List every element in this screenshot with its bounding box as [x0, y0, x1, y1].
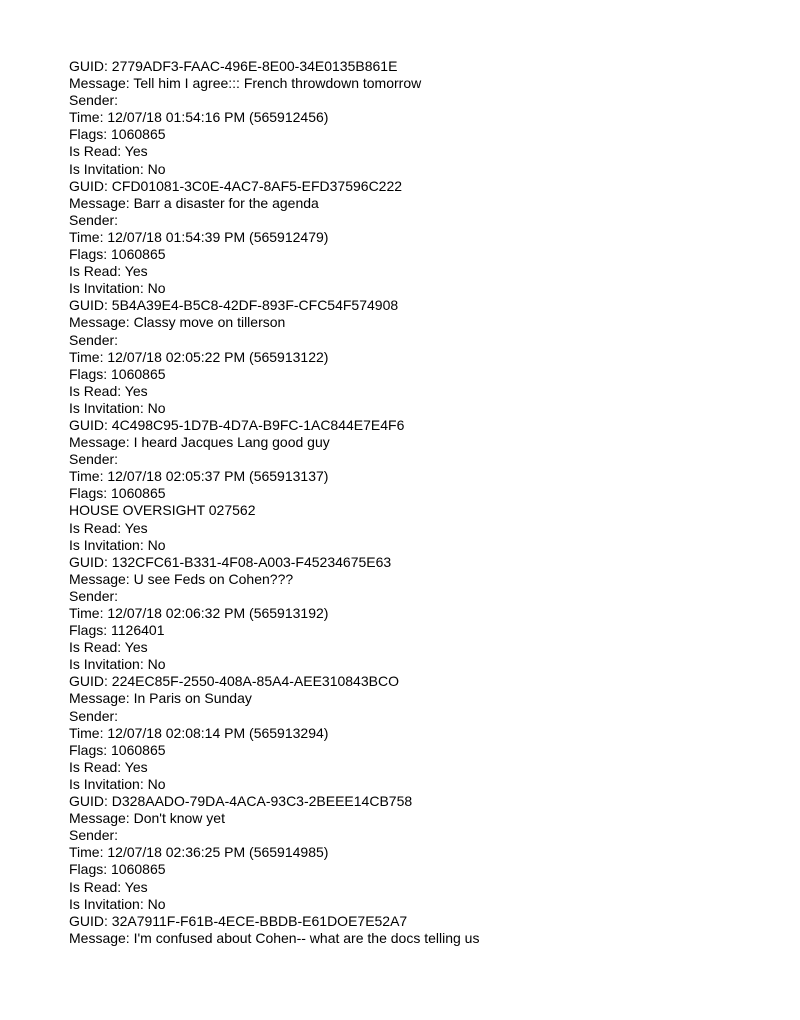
- is-invitation-line: Is Invitation: No: [69, 160, 166, 177]
- is-read-line: Is Read: Yes: [69, 519, 148, 536]
- is-read-line: Is Read: Yes: [69, 263, 148, 280]
- sender-line: Sender:: [69, 587, 119, 604]
- flags-line: Flags: 1060865: [69, 741, 166, 758]
- bates-stamp: HOUSE OVERSIGHT 027562: [69, 502, 256, 519]
- flags-line: Flags: 1060865: [69, 246, 166, 263]
- time-line: Time: 12/07/18 02:36:25 PM (565914985): [69, 844, 329, 861]
- is-invitation-line: Is Invitation: No: [69, 775, 166, 792]
- is-read-line: Is Read: Yes: [69, 382, 148, 399]
- time-line: Time: 12/07/18 02:05:22 PM (565913122): [69, 348, 329, 365]
- guid-line: GUID: 32A7911F-F61B-4ECE-BBDB-E61DOE7E52A7: [69, 912, 408, 929]
- is-invitation-line: Is Invitation: No: [69, 536, 166, 553]
- time-line: Time: 12/07/18 02:05:37 PM (565913137): [69, 468, 329, 485]
- time-line: Time: 12/07/18 01:54:39 PM (565912479): [69, 228, 329, 245]
- sender-line: Sender:: [69, 451, 119, 468]
- is-read-line: Is Read: Yes: [69, 143, 148, 160]
- message-line: Message: Classy move on tillerson: [69, 314, 286, 331]
- message-line: Message: Tell him I agree::: French throwdown tomorrow: [69, 75, 422, 92]
- guid-line: GUID: 224EC85F-2550-408A-85A4-AEE310843BCO: [69, 673, 399, 690]
- sender-line: Sender:: [69, 92, 119, 109]
- flags-line: Flags: 1060865: [69, 126, 166, 143]
- message-line: Message: In Paris on Sunday: [69, 690, 252, 707]
- guid-line: GUID: 4C498C95-1D7B-4D7A-B9FC-1AC844E7E4F6: [69, 416, 405, 433]
- sender-line: Sender:: [69, 827, 119, 844]
- message-line: Message: U see Feds on Cohen???: [69, 570, 294, 587]
- time-line: Time: 12/07/18 02:08:14 PM (565913294): [69, 724, 329, 741]
- guid-line: GUID: D328AADO-79DA-4ACA-93C3-2BEEE14CB758: [69, 793, 413, 810]
- is-invitation-line: Is Invitation: No: [69, 895, 166, 912]
- time-line: Time: 12/07/18 02:06:32 PM (565913192): [69, 605, 329, 621]
- time-line: Time: 12/07/18 01:54:16 PM (565912456): [69, 109, 329, 126]
- message-line: Message: Barr a disaster for the agenda: [69, 194, 319, 211]
- is-invitation-line: Is Invitation: No: [69, 656, 166, 673]
- flags-line: Flags: 1126401: [69, 622, 165, 639]
- is-invitation-line: Is Invitation: No: [69, 280, 166, 297]
- guid-line: GUID: CFD01081-3C0E-4AC7-8AF5-EFD37596C222: [69, 177, 403, 194]
- message-line: Message: I heard Jacques Lang good guy: [69, 434, 330, 451]
- sender-line: Sender:: [69, 331, 119, 348]
- flags-line: Flags: 1060865: [69, 485, 166, 502]
- sender-line: Sender:: [69, 211, 119, 228]
- guid-line: GUID: 5B4A39E4-B5C8-42DF-893F-CFC54F574908: [69, 297, 399, 314]
- message-line: Message: Don't know yet: [69, 810, 225, 827]
- guid-line: GUID: 2779ADF3-FAAC-496E-8E00-34E0135B861E: [69, 58, 398, 74]
- message-log-document: [69, 58, 769, 947]
- sender-line: Sender:: [69, 707, 119, 724]
- flags-line: Flags: 1060865: [69, 861, 166, 878]
- is-invitation-line: Is Invitation: No: [69, 399, 166, 416]
- guid-line: GUID: 132CFC61-B331-4F08-A003-F45234675E63: [69, 553, 392, 570]
- is-read-line: Is Read: Yes: [69, 758, 148, 775]
- is-read-line: Is Read: Yes: [69, 878, 148, 895]
- is-read-line: Is Read: Yes: [69, 639, 148, 656]
- message-line: Message: I'm confused about Cohen-- what are the docs telling us: [69, 929, 480, 946]
- flags-line: Flags: 1060865: [69, 365, 166, 382]
